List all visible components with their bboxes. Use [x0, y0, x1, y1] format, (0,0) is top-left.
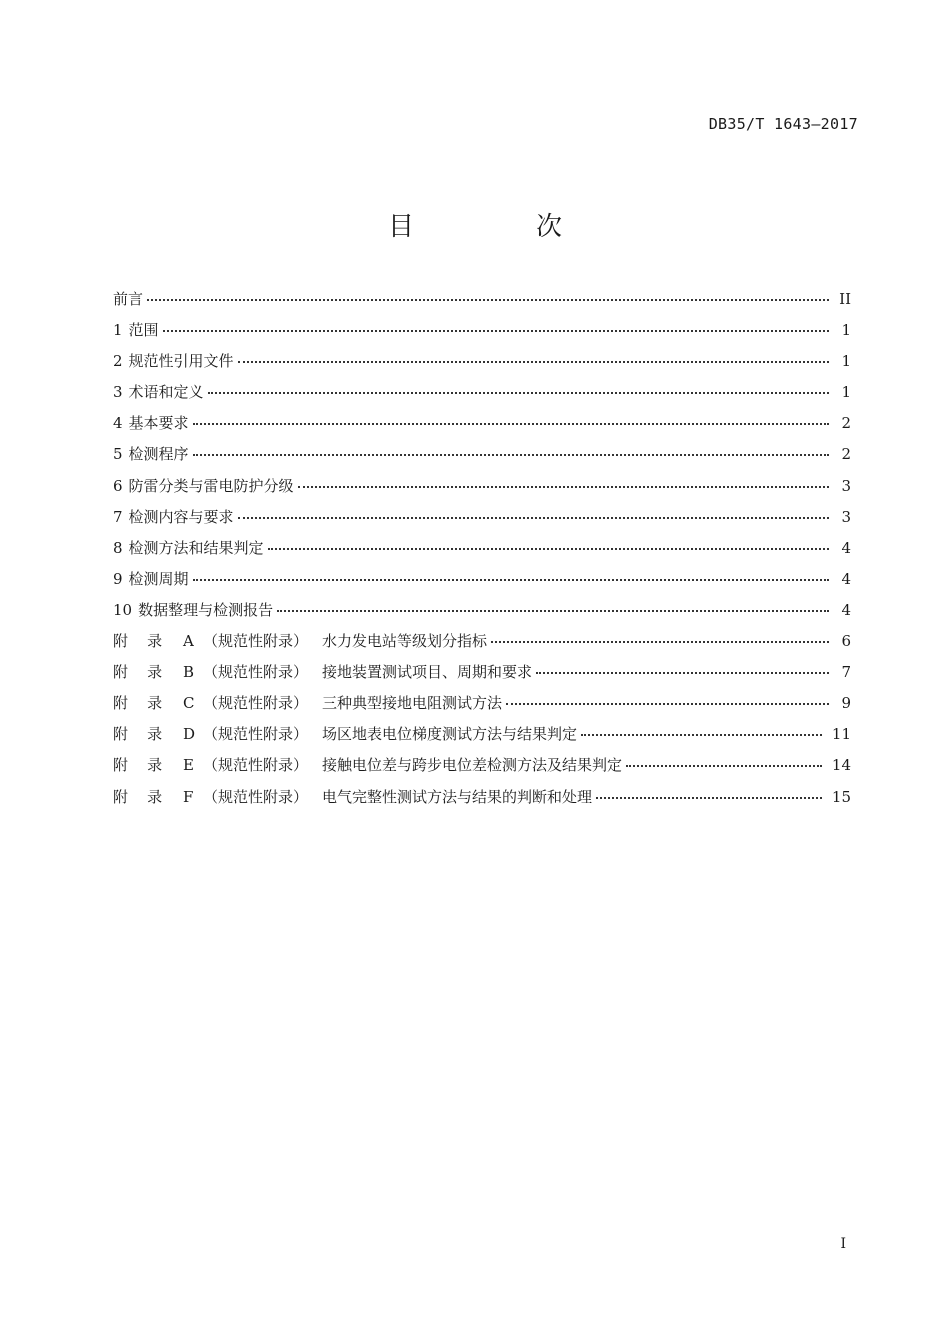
- table-of-contents: [113, 286, 851, 815]
- toc-page-number: 3: [841, 476, 851, 495]
- toc-dot-leader: [536, 659, 829, 677]
- toc-entry-label: 4 基本要求: [113, 414, 189, 433]
- toc-dot-leader: [193, 441, 829, 459]
- toc-entry-8[interactable]: [113, 535, 851, 566]
- toc-page-number: 3: [841, 507, 851, 526]
- toc-dot-leader: [238, 504, 829, 522]
- toc-title: 目 次: [387, 212, 610, 242]
- toc-annex-e[interactable]: [113, 752, 851, 783]
- toc-entry-9[interactable]: [113, 566, 851, 597]
- toc-entry-6[interactable]: [113, 473, 851, 504]
- toc-page-number: 15: [831, 787, 851, 806]
- toc-entry-2[interactable]: [113, 348, 851, 379]
- toc-entry-5[interactable]: [113, 441, 851, 472]
- toc-page-number: 2: [841, 414, 851, 433]
- toc-dot-leader: [581, 721, 822, 739]
- toc-entry-label: 8 检测方法和结果判定: [113, 538, 264, 557]
- toc-entry-4[interactable]: [113, 410, 851, 441]
- document-code: DB35/T 1643—2017: [708, 115, 858, 133]
- toc-page-number: 14: [831, 756, 851, 775]
- toc-dot-leader: [277, 597, 829, 615]
- toc-entry-label: 6 防雷分类与雷电防护分级: [113, 476, 294, 495]
- toc-dot-leader: [193, 410, 829, 428]
- toc-dot-leader: [298, 473, 829, 491]
- toc-dot-leader: [208, 379, 829, 397]
- toc-annex-f[interactable]: [113, 784, 851, 815]
- toc-page-number: II: [839, 290, 851, 308]
- toc-page-number: 2: [841, 445, 851, 464]
- toc-entry-label: 附 录 B （规范性附录） 接地装置测试项目、周期和要求: [113, 663, 533, 682]
- toc-entry-label: 1 范围: [113, 321, 159, 340]
- toc-dot-leader: [491, 628, 829, 646]
- footer-page-number: I: [840, 1236, 846, 1252]
- toc-dot-leader: [163, 317, 829, 335]
- toc-entry-label: 3 术语和定义: [113, 383, 204, 402]
- toc-dot-leader: [626, 752, 822, 770]
- toc-entry-label: 附 录 C （规范性附录） 三种典型接地电阻测试方法: [113, 694, 503, 713]
- toc-entry-foreword[interactable]: [113, 286, 851, 317]
- toc-annex-d[interactable]: [113, 721, 851, 752]
- toc-entry-label: 2 规范性引用文件: [113, 352, 234, 371]
- toc-dot-leader: [596, 784, 822, 802]
- toc-entry-label: 7 检测内容与要求: [113, 507, 234, 526]
- toc-page-number: 4: [841, 600, 851, 619]
- toc-dot-leader: [147, 286, 829, 304]
- toc-page-number: 1: [841, 383, 851, 402]
- toc-entry-label: 附 录 D （规范性附录） 场区地表电位梯度测试方法与结果判定: [113, 725, 578, 744]
- toc-page-number: 9: [841, 694, 851, 713]
- toc-entry-7[interactable]: [113, 504, 851, 535]
- toc-entry-label: 附 录 E （规范性附录） 接触电位差与跨步电位差检测方法及结果判定: [113, 756, 623, 775]
- toc-entry-label: 附 录 A （规范性附录） 水力发电站等级划分指标: [113, 632, 488, 651]
- toc-entry-3[interactable]: [113, 379, 851, 410]
- toc-dot-leader: [268, 535, 829, 553]
- toc-annex-b[interactable]: [113, 659, 851, 690]
- toc-page-number: 11: [831, 725, 851, 744]
- toc-annex-a[interactable]: [113, 628, 851, 659]
- toc-annex-c[interactable]: [113, 690, 851, 721]
- toc-page-number: 1: [841, 321, 851, 340]
- toc-page-number: 7: [841, 663, 851, 682]
- toc-page-number: 4: [841, 569, 851, 588]
- toc-page-number: 6: [841, 632, 851, 651]
- toc-dot-leader: [238, 348, 829, 366]
- toc-dot-leader: [193, 566, 829, 584]
- toc-entry-1[interactable]: [113, 317, 851, 348]
- toc-entry-label: 5 检测程序: [113, 445, 189, 464]
- toc-entry-label: 10 数据整理与检测报告: [113, 600, 274, 619]
- toc-page-number: 1: [841, 352, 851, 371]
- toc-entry-label: 附 录 F （规范性附录） 电气完整性测试方法与结果的判断和处理: [113, 787, 593, 806]
- toc-entry-10[interactable]: [113, 597, 851, 628]
- toc-page-number: 4: [841, 538, 851, 557]
- toc-entry-label: 前言: [113, 290, 144, 308]
- toc-entry-label: 9 检测周期: [113, 569, 189, 588]
- toc-dot-leader: [506, 690, 829, 708]
